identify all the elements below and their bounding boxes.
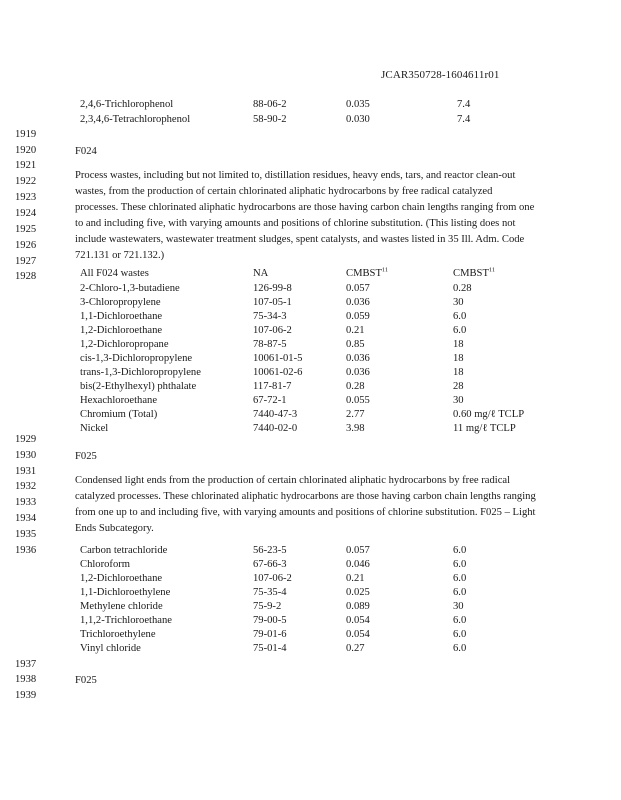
cas-number: 75-35-4: [253, 587, 287, 598]
nonwastewater-standard: 6.0: [453, 587, 467, 598]
cas-number: 67-72-1: [253, 395, 287, 406]
line-number: 1928: [15, 271, 37, 282]
line-number: 1923: [15, 192, 37, 203]
line-number: 1932: [15, 481, 37, 492]
nonwastewater-standard: 30: [453, 297, 464, 308]
line-number: 1939: [15, 690, 37, 701]
wastewater-standard: 0.85: [346, 339, 365, 350]
constituent-name: 2-Chloro-1,3-butadiene: [80, 283, 180, 294]
wastewater-standard: 0.036: [346, 367, 370, 378]
wastewater-label: CMBST: [346, 268, 382, 279]
wastewater-standard: 0.21: [346, 325, 365, 336]
line-number: 1931: [15, 466, 37, 477]
wastewater-standard: 0.059: [346, 311, 370, 322]
cas-number: 107-06-2: [253, 325, 292, 336]
constituent-name: Trichloroethylene: [80, 629, 156, 640]
nonwastewater-standard: 6.0: [453, 559, 467, 570]
constituent-name: Nickel: [80, 423, 109, 434]
constituent-name: 1,1-Dichloroethane: [80, 311, 163, 322]
wastewater-standard: 0.025: [346, 587, 370, 598]
line-number: 1927: [15, 256, 37, 267]
wastewater-standard: 0.055: [346, 395, 370, 406]
cas-number: 78-87-5: [253, 339, 287, 350]
header-nonwastewater: [453, 268, 495, 279]
nonwastewater-standard: 6.0: [453, 545, 467, 556]
wastewater-standard: 2.77: [346, 409, 365, 420]
section-heading-f025: F025: [75, 451, 97, 462]
nonwastewater-standard: 11 mg/ℓ TCLP: [453, 423, 516, 434]
constituent-name: 1,2-Dichloroethane: [80, 325, 163, 336]
nonwastewater-standard: 7.4: [457, 99, 471, 110]
line-number: 1933: [15, 497, 37, 508]
constituent-name: bis(2-Ethylhexyl) phthalate: [80, 381, 197, 392]
cas-number: 79-00-5: [253, 615, 287, 626]
nonwastewater-standard: 18: [453, 339, 464, 350]
constituent-name: trans-1,3-Dichloropropylene: [80, 367, 201, 378]
nonwastewater-standard: 0.60 mg/ℓ TCLP: [453, 409, 525, 420]
nonwastewater-standard: 28: [453, 381, 464, 392]
nonwastewater-standard: 6.0: [453, 629, 467, 640]
section-heading-f025-second: F025: [75, 675, 97, 686]
constituent-name: 3-Chloropropylene: [80, 297, 161, 308]
nonwastewater-standard: 6.0: [453, 325, 467, 336]
constituent-name: cis-1,3-Dichloropropylene: [80, 353, 193, 364]
line-number: 1935: [15, 529, 37, 540]
wastewater-standard: 0.036: [346, 297, 370, 308]
nonwastewater-standard: 30: [453, 601, 464, 612]
line-number: 1936: [15, 545, 37, 556]
document-id: JCAR350728-1604611r01: [381, 69, 500, 81]
wastewater-standard: 0.089: [346, 601, 370, 612]
line-number: 1938: [15, 674, 37, 685]
f024-description: Process wastes, including but not limited to, distillation residues, heavy ends, tars, and reactor clean-out wastes, from the production of certain chlorinated aliphatic hydrocarbons by free radical catalyzed processes. These chlorinated aliphatic hydrocarbons are those having carbon chain lengths ranging from one to and including five, with varying amounts and positions of chlorine substitution. (This listing does not include wastewaters, wastewater treatment sludges, spent catalysts, and wastes listed in 35 Ill. Adm. Code 721.131 or 721.132.): [75, 170, 535, 261]
footnote-ref: 11: [381, 266, 389, 274]
nonwastewater-label: CMBST: [453, 268, 489, 279]
footnote-ref: 11: [488, 266, 496, 274]
line-number: 1929: [15, 434, 37, 445]
line-number: 1921: [15, 160, 37, 171]
constituent-name: Hexachloroethane: [80, 395, 158, 406]
cas-number: 107-05-1: [253, 297, 292, 308]
cas-number: 117-81-7: [253, 381, 292, 392]
cas-number: 67-66-3: [253, 559, 287, 570]
constituent-name: Chromium (Total): [80, 409, 158, 420]
constituent-name: 1,2-Dichloropropane: [80, 339, 169, 350]
cas-number: 7440-02-0: [253, 423, 298, 434]
nonwastewater-standard: 18: [453, 367, 464, 378]
cas-number: 7440-47-3: [253, 409, 298, 420]
line-number: 1919: [15, 129, 37, 140]
cas-number: 126-99-8: [253, 283, 292, 294]
nonwastewater-standard: 30: [453, 395, 464, 406]
wastewater-standard: 3.98: [346, 423, 365, 434]
wastewater-standard: 0.27: [346, 643, 365, 654]
nonwastewater-standard: 0.28: [453, 283, 472, 294]
wastewater-standard: 0.057: [346, 545, 370, 556]
constituent-name: 1,1-Dichloroethylene: [80, 587, 171, 598]
wastewater-standard: 0.046: [346, 559, 370, 570]
cas-number: 88-06-2: [253, 99, 287, 110]
cas-number: 75-01-4: [253, 643, 287, 654]
nonwastewater-standard: 7.4: [457, 114, 471, 125]
wastewater-standard: 0.030: [346, 114, 370, 125]
cas-number: 75-9-2: [253, 601, 282, 612]
line-number: 1925: [15, 224, 37, 235]
nonwastewater-standard: 6.0: [453, 615, 467, 626]
cas-number: 107-06-2: [253, 573, 292, 584]
line-number: 1924: [15, 208, 37, 219]
header-wastewater: [346, 268, 388, 279]
cas-number: 58-90-2: [253, 114, 287, 125]
constituent-name: 1,1,2-Trichloroethane: [80, 615, 172, 626]
line-number: 1934: [15, 513, 37, 524]
nonwastewater-standard: 18: [453, 353, 464, 364]
line-number: 1930: [15, 450, 37, 461]
line-number: 1922: [15, 176, 37, 187]
nonwastewater-standard: 6.0: [453, 311, 467, 322]
constituent-name: Carbon tetrachloride: [80, 545, 168, 556]
wastewater-standard: 0.21: [346, 573, 365, 584]
cas-number: 79-01-6: [253, 629, 287, 640]
constituent-name: Chloroform: [80, 559, 131, 570]
constituent-name: 2,3,4,6-Tetrachlorophenol: [80, 114, 191, 125]
header-waste-name: All F024 wastes: [80, 268, 149, 279]
line-number: 1920: [15, 145, 37, 156]
constituent-name: 2,4,6-Trichlorophenol: [80, 99, 174, 110]
wastewater-standard: 0.054: [346, 615, 370, 626]
section-heading-f024: F024: [75, 146, 97, 157]
constituent-name: Methylene chloride: [80, 601, 163, 612]
line-number: 1937: [15, 659, 37, 670]
cas-number: 10061-02-6: [253, 367, 303, 378]
header-cas: NA: [253, 268, 269, 279]
nonwastewater-standard: 6.0: [453, 573, 467, 584]
wastewater-standard: 0.036: [346, 353, 370, 364]
wastewater-standard: 0.28: [346, 381, 365, 392]
cas-number: 75-34-3: [253, 311, 287, 322]
line-number: 1926: [15, 240, 37, 251]
wastewater-standard: 0.057: [346, 283, 370, 294]
cas-number: 10061-01-5: [253, 353, 303, 364]
constituent-name: Vinyl chloride: [80, 643, 141, 654]
wastewater-standard: 0.035: [346, 99, 370, 110]
wastewater-standard: 0.054: [346, 629, 370, 640]
constituent-name: 1,2-Dichloroethane: [80, 573, 163, 584]
nonwastewater-standard: 6.0: [453, 643, 467, 654]
f025-description: Condensed light ends from the production of certain chlorinated aliphatic hydrocarbons by free radical catalyzed processes. These chlorinated aliphatic hydrocarbons are those having carbon chain lengths ranging from one up to and including five, with varying amounts and positions of chlorine substitution. F025 – Light Ends Subcategory.: [75, 475, 536, 534]
cas-number: 56-23-5: [253, 545, 287, 556]
